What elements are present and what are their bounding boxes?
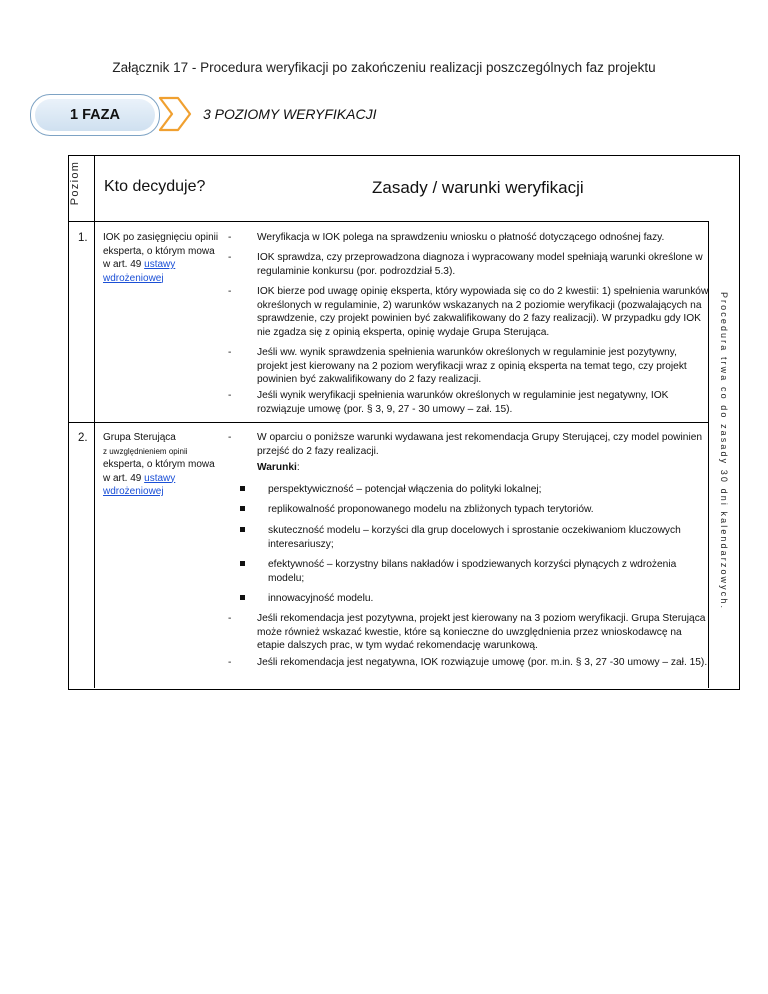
bullet-icon xyxy=(240,561,245,566)
level-column-header: Poziom xyxy=(69,160,81,206)
phase-label: 1 FAZA xyxy=(35,99,155,131)
phase-badge xyxy=(30,94,160,136)
law-link[interactable]: ustawy wdrożeniowej xyxy=(103,259,176,284)
decision-maker-text: eksperta, o którym mowa w art. 49 xyxy=(103,459,215,484)
bullet-icon xyxy=(240,486,245,491)
bullet-icon xyxy=(240,595,245,600)
conditions-label: Warunki: xyxy=(257,462,300,473)
chevron-right-icon xyxy=(158,96,192,132)
row-number: 2. xyxy=(78,432,88,444)
decision-maker-text: IOK po zasięgnięciu opinii eksperta, o którym mowa w art. 49 xyxy=(103,232,219,270)
bullet-icon xyxy=(240,527,245,532)
decision-maker-cell xyxy=(103,431,221,499)
law-link[interactable]: ustawy wdrożeniowej xyxy=(103,472,176,497)
rules-header: Zasady / warunki weryfikacji xyxy=(372,178,584,197)
levels-label: 3 POZIOMY WERYFIKACJI xyxy=(203,106,377,122)
decision-maker-cell xyxy=(103,231,221,285)
decision-maker-note: z uwzględnieniem opinii xyxy=(103,446,188,456)
document-title: Załącznik 17 - Procedura weryfikacji po zakończeniu realizacji poszczególnych faz projektu xyxy=(112,60,656,75)
bullet-icon xyxy=(240,506,245,511)
who-decides-header: Kto decyduje? xyxy=(104,178,206,195)
decision-maker-title: Grupa Sterująca xyxy=(103,432,176,443)
row-number: 1. xyxy=(78,232,88,244)
duration-note: Procedura trwa co do zasady 30 dni kalendarzowych. xyxy=(719,291,729,611)
